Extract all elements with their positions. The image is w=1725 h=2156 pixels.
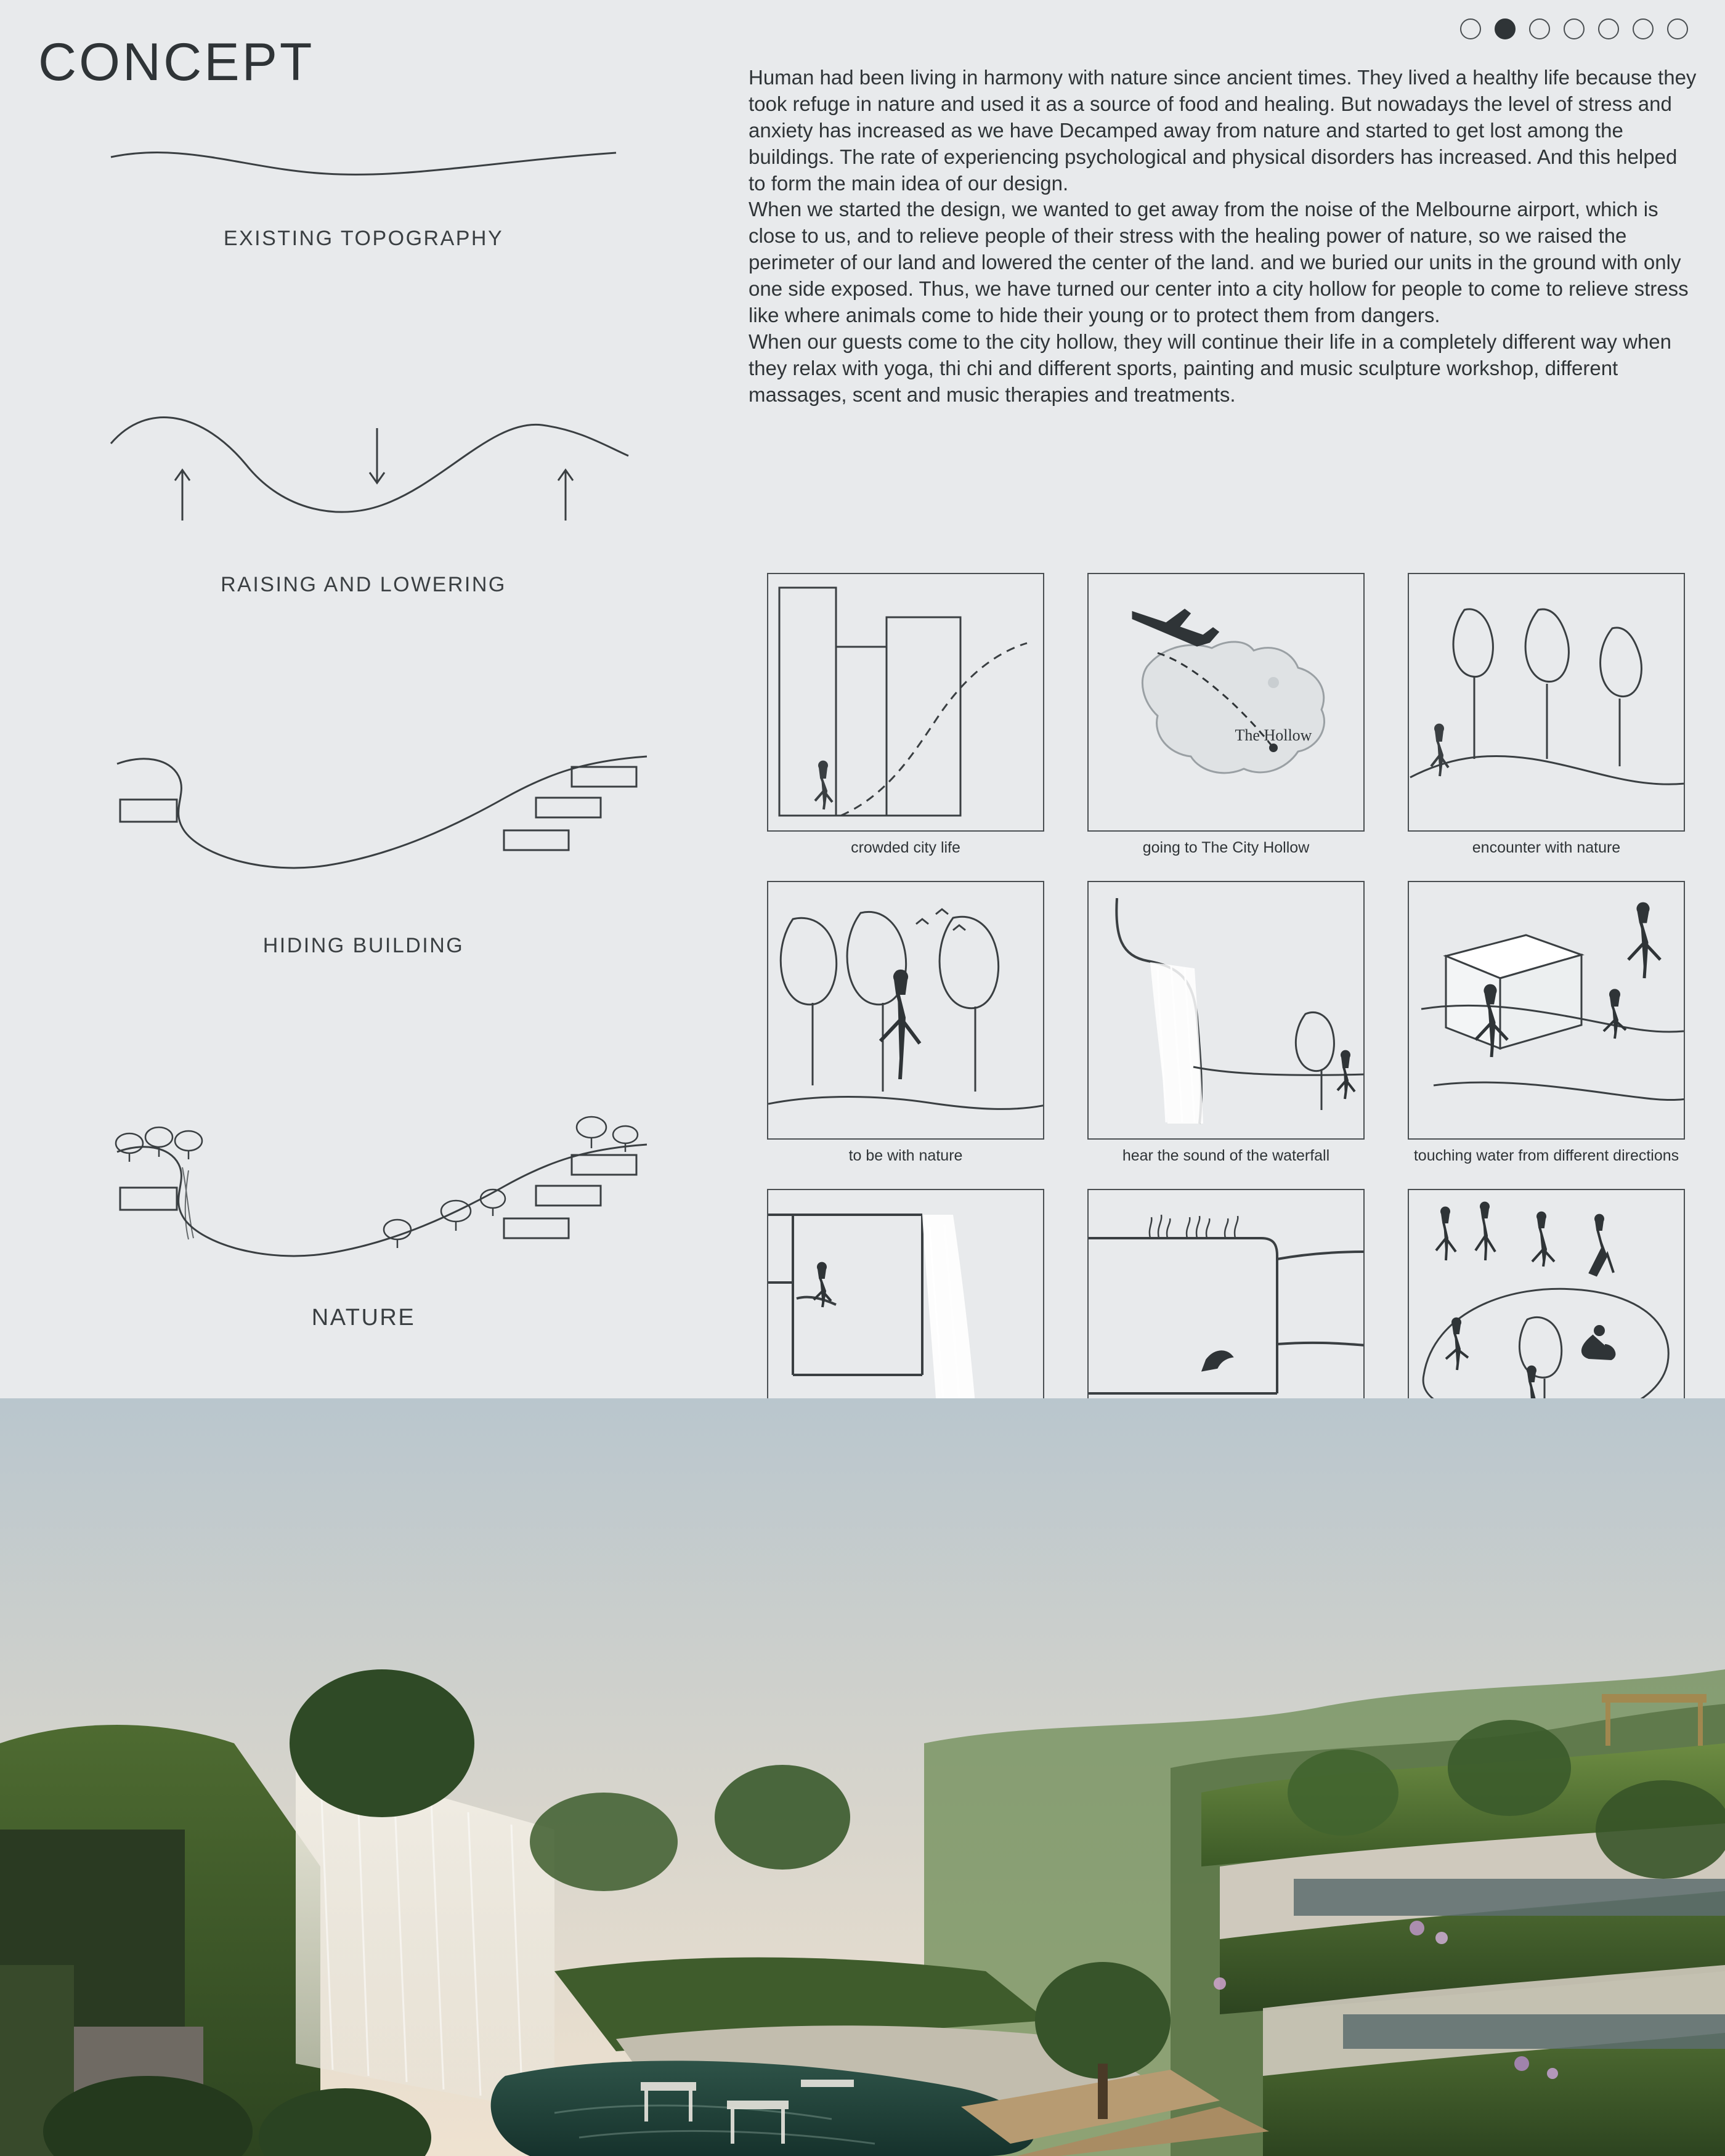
raising-lowering-illustration (62, 407, 665, 548)
map-label-the-hollow: The Hollow (1235, 726, 1312, 744)
waterfall-illustration (1089, 882, 1365, 1140)
diagram-label-nature: NATURE (311, 1305, 416, 1331)
caption-to-be-with-nature: to be with nature (848, 1147, 963, 1164)
frame-to-be-with-nature (767, 881, 1044, 1140)
page-dot-1[interactable] (1460, 18, 1481, 39)
frame-encounter-with-nature (1408, 573, 1685, 832)
touching-water-illustration (1409, 882, 1685, 1140)
page-dot-6[interactable] (1633, 18, 1654, 39)
frame-touching-water (1408, 881, 1685, 1140)
frame-crowded-city-life (767, 573, 1044, 832)
storyboard-item-going-to-the-city-hollow (1066, 573, 1386, 881)
project-render-image (0, 1398, 1725, 2156)
storyboard-item-crowded-city-life (745, 573, 1066, 881)
crowded-city-illustration (768, 574, 1044, 832)
nature-illustration (62, 1084, 665, 1287)
concept-paragraph-3: When our guests come to the city hollow, they will continue their life in a completely different way when they relax with yoga, thi chi and different sports, painting and music sculpture workshop, different massages, scent and music therapies and treatments. (749, 330, 1671, 406)
caption-touching-water: touching water from different directions (1413, 1147, 1679, 1164)
caption-encounter-with-nature: encounter with nature (1472, 839, 1621, 856)
caption-going-to-the-city-hollow: going to The City Hollow (1142, 839, 1310, 856)
frame-going-to-the-city-hollow (1087, 573, 1365, 832)
concept-paragraph-1: Human had been living in harmony with nature since ancient times. They lived a healthy life because they took refuge in nature and used it as a source of food and healing. But nowadays the level of stress and anxiety has increased as we have Decamped away from nature and started to get lost among the buildings. The rate of experiencing psychological and physical disorders has increased. And this helped to form the main idea of our design. (749, 66, 1697, 195)
page-dot-7[interactable] (1667, 18, 1688, 39)
storyboard-item-to-be-with-nature (745, 881, 1066, 1189)
render-illustration (0, 1398, 1725, 2156)
diagram-hiding-building (0, 733, 727, 958)
diagram-label-raising-and-lowering: RAISING AND LOWERING (221, 573, 506, 596)
concept-diagrams-column (0, 0, 727, 1398)
frame-hear-the-sound-of-the-waterfall (1087, 881, 1365, 1140)
storyboard-item-encounter-with-nature (1386, 573, 1707, 881)
storyboard-grid (745, 573, 1707, 1497)
page-dot-4[interactable] (1564, 18, 1585, 39)
diagram-nature (0, 1084, 727, 1331)
page-dot-2-active[interactable] (1495, 18, 1516, 39)
diagram-existing-topography (0, 123, 727, 251)
diagram-label-existing-topography: EXISTING TOPOGRAPHY (223, 227, 504, 250)
existing-topography-illustration (62, 123, 665, 197)
hiding-building-illustration (62, 733, 665, 912)
caption-hear-the-sound-of-the-waterfall: hear the sound of the waterfall (1122, 1147, 1330, 1164)
australia-map-illustration (1089, 574, 1365, 832)
caption-crowded-city-life: crowded city life (851, 839, 960, 856)
diagram-label-hiding-building: HIDING BUILDING (262, 934, 465, 957)
encounter-nature-illustration (1409, 574, 1685, 832)
page-title: CONCEPT (38, 33, 315, 92)
concept-paragraph-2: When we started the design, we wanted to get away from the noise of the Melbourne airport, which is close to us, and to relieve people of their stress with the healing power of nature, so we raised the perimeter of our land and lowered the center of the land. and we buried our units in the ground with only one side exposed. Thus, we have turned our center into a city hollow for people to come to relieve stress like where animals come to hide their young or to protect them from dangers. (749, 198, 1689, 327)
storyboard-item-touching-water-from-different-directions (1386, 881, 1707, 1189)
diagram-raising-and-lowering (0, 407, 727, 597)
page-dot-5[interactable] (1598, 18, 1619, 39)
to-be-with-nature-illustration (768, 882, 1044, 1140)
storyboard-item-hear-the-sound-of-the-waterfall (1066, 881, 1386, 1189)
pagination-dots[interactable] (1460, 18, 1688, 39)
page-dot-3[interactable] (1529, 18, 1550, 39)
concept-description (749, 65, 1697, 408)
